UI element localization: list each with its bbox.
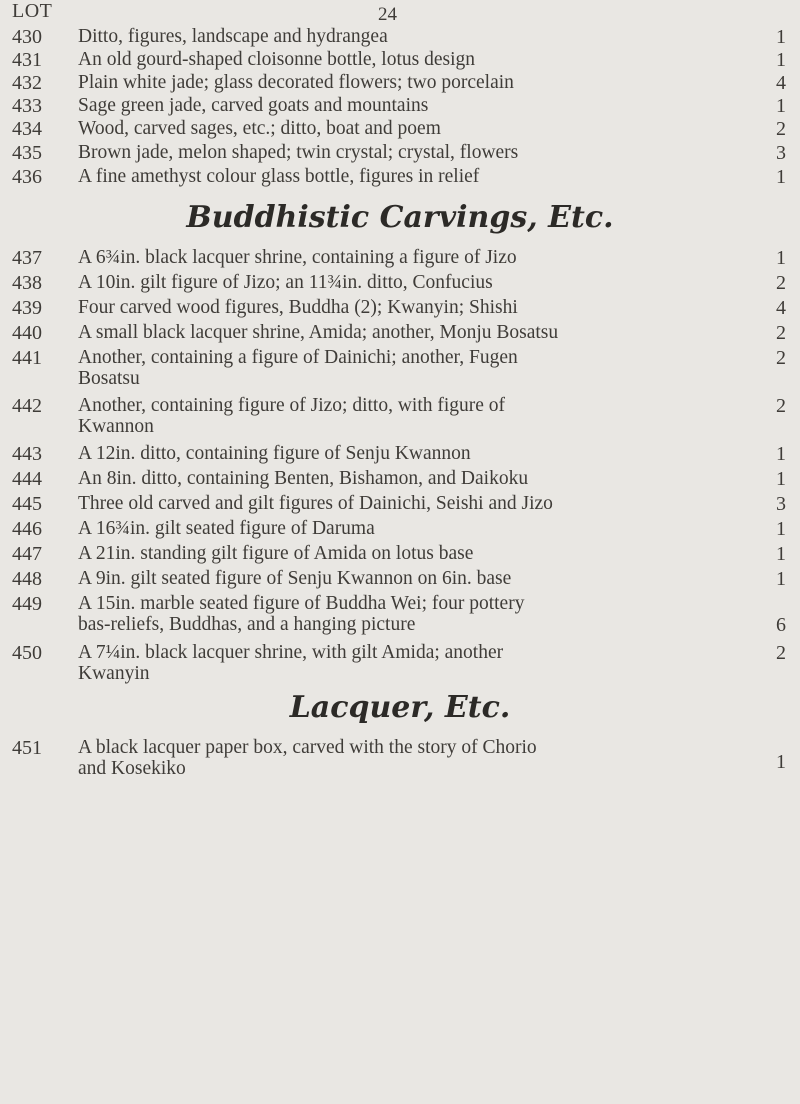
lot-description: A 12in. ditto, containing figure of Senju Kwannon: [78, 443, 471, 464]
lot-description-continuation: and Kosekiko: [78, 758, 186, 779]
lot-quantity: 2: [776, 395, 786, 417]
lot-number: 440: [12, 322, 42, 344]
lot-number: 432: [12, 72, 42, 94]
lot-description: [78, 395, 758, 437]
lot-description: A 6¾in. black lacquer shrine, containing a figure of Jizo: [78, 247, 517, 268]
lot-description: Plain white jade; glass decorated flowers; two porcelain: [78, 72, 514, 93]
lot-description: A 21in. standing gilt figure of Amida on lotus base: [78, 543, 474, 564]
lot-description: [78, 593, 758, 635]
lot-description: A fine amethyst colour glass bottle, figures in relief: [78, 166, 480, 187]
lot-quantity: 1: [776, 247, 786, 269]
lot-description: A small black lacquer shrine, Amida; another, Monju Bosatsu: [78, 322, 559, 343]
lot-quantity: 2: [776, 642, 786, 664]
lot-description: Wood, carved sages, etc.; ditto, boat and poem: [78, 118, 441, 139]
page-number: 24: [378, 4, 397, 25]
lot-number: 439: [12, 297, 42, 319]
lot-description: [78, 347, 758, 389]
section-heading-lacquer: Lacquer, Etc.: [289, 690, 511, 725]
lot-description-line: A 15in. marble seated figure of Buddha Wei; four pottery: [78, 593, 525, 614]
lot-number: 436: [12, 166, 42, 188]
lot-quantity: 2: [776, 118, 786, 140]
lot-number: 446: [12, 518, 42, 540]
lot-description-line: A 7¼in. black lacquer shrine, with gilt Amida; another: [78, 642, 504, 663]
lot-number: 449: [12, 593, 42, 615]
lot-number: 450: [12, 642, 42, 664]
lot-number: 435: [12, 142, 42, 164]
lot-quantity: 1: [776, 468, 786, 490]
lot-number: 437: [12, 247, 42, 269]
lot-quantity: 1: [776, 166, 786, 188]
lot-quantity: 1: [776, 95, 786, 117]
lot-description: An old gourd-shaped cloisonne bottle, lotus design: [78, 49, 475, 70]
lot-description-continuation: Kwanyin: [78, 663, 150, 684]
lot-description: Three old carved and gilt figures of Dainichi, Seishi and Jizo: [78, 493, 553, 514]
lot-number: 431: [12, 49, 42, 71]
lot-number: 445: [12, 493, 42, 515]
lot-description-line: A black lacquer paper box, carved with the story of Chorio: [78, 737, 537, 758]
lot-description: An 8in. ditto, containing Benten, Bishamon, and Daikoku: [78, 468, 529, 489]
lot-description-continuation: Bosatsu: [78, 368, 140, 389]
lot-quantity: 1: [776, 518, 786, 540]
lot-quantity: 1: [776, 543, 786, 565]
lot-number: 443: [12, 443, 42, 465]
lot-description: [78, 737, 758, 779]
lot-description: Sage green jade, carved goats and mountains: [78, 95, 429, 116]
lot-description: Brown jade, melon shaped; twin crystal; crystal, flowers: [78, 142, 519, 163]
lot-column-heading: LOT: [12, 0, 53, 22]
lot-quantity: 4: [776, 72, 786, 94]
lot-description: A 9in. gilt seated figure of Senju Kwannon on 6in. base: [78, 568, 512, 589]
lot-number: 441: [12, 347, 42, 369]
lot-number: 433: [12, 95, 42, 117]
lot-number: 438: [12, 272, 42, 294]
lot-number: 447: [12, 543, 42, 565]
lot-quantity: 6: [776, 614, 786, 636]
lot-quantity: 1: [776, 443, 786, 465]
lot-description-line: Another, containing a figure of Dainichi; another, Fugen: [78, 347, 518, 368]
lot-number: 434: [12, 118, 42, 140]
lot-description: [78, 642, 758, 684]
lot-description: Ditto, figures, landscape and hydrangea: [78, 26, 388, 47]
lot-number: 430: [12, 26, 42, 48]
lot-number: 444: [12, 468, 42, 490]
lot-number: 448: [12, 568, 42, 590]
lot-description: A 16¾in. gilt seated figure of Daruma: [78, 518, 375, 539]
lot-quantity: 3: [776, 493, 786, 515]
lot-number: 442: [12, 395, 42, 417]
lot-description-continuation: Kwannon: [78, 416, 154, 437]
lot-quantity: 2: [776, 272, 786, 294]
section-heading-buddhistic-carvings: Buddhistic Carvings, Etc.: [186, 200, 614, 235]
lot-number: 451: [12, 737, 42, 759]
lot-quantity: 1: [776, 568, 786, 590]
lot-quantity: 1: [776, 751, 786, 773]
lot-description-continuation: bas-reliefs, Buddhas, and a hanging picture: [78, 614, 416, 635]
lot-quantity: 2: [776, 322, 786, 344]
lot-quantity: 3: [776, 142, 786, 164]
lot-quantity: 1: [776, 26, 786, 48]
lot-quantity: 4: [776, 297, 786, 319]
lot-quantity: 1: [776, 49, 786, 71]
lot-description: Four carved wood figures, Buddha (2); Kwanyin; Shishi: [78, 297, 518, 318]
lot-quantity: 2: [776, 347, 786, 369]
lot-description-line: Another, containing figure of Jizo; ditto, with figure of: [78, 395, 506, 416]
lot-description: A 10in. gilt figure of Jizo; an 11¾in. ditto, Confucius: [78, 272, 493, 293]
